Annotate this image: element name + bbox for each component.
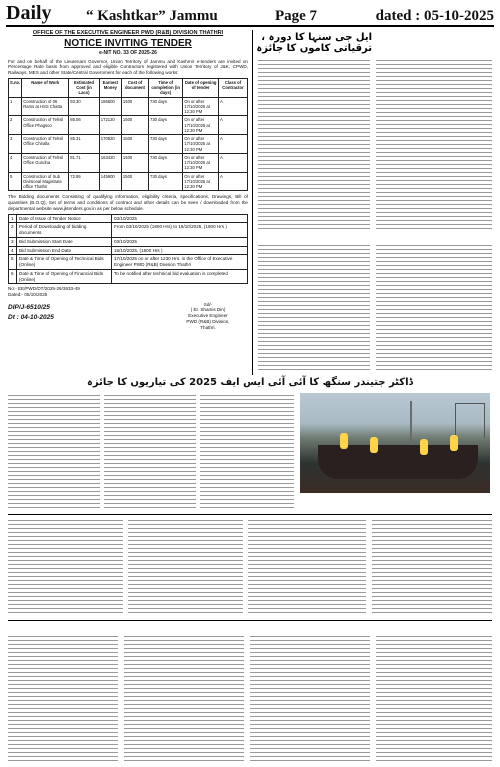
works-table-cell: 1500 — [121, 116, 148, 135]
signature-sd: Sd/- — [203, 301, 213, 307]
urdu-article-text — [8, 520, 123, 615]
works-column-header: Name of Work — [22, 78, 69, 97]
tender-nit-number: e-NIT NO. 33 OF 2025-26 — [99, 50, 157, 57]
tender-office: OFFICE OF THE EXECUTIVE ENGINEER PWD (R&B) DIVISION THATHRI — [32, 30, 224, 36]
urdu-article-text — [8, 636, 118, 761]
works-table-cell: 730 days — [148, 153, 182, 172]
signatory-name: ( Er. Shamis Din) — [190, 307, 226, 313]
works-column-header: S.no. — [9, 78, 22, 97]
urdu-article-text — [128, 520, 243, 615]
works-table-cell: On or after 17/10/2025 at 12:30 PM — [183, 172, 219, 191]
masthead-page-number: Page 7 — [274, 8, 318, 24]
masthead-daily: Daily — [6, 2, 52, 24]
schedule-cell: 1 — [9, 214, 17, 223]
tender-signature-block — [168, 302, 248, 331]
works-table-cell: On or after 17/10/2025 at 12:30 PM — [183, 153, 219, 172]
masthead-paper-name: “ Kashtkar” Jammu — [86, 8, 218, 24]
schedule-cell: From 03/10/2025 (1800 Hrs) to 16/10/2025, (1600 Hrs ) — [112, 223, 248, 237]
urdu-article-text — [372, 520, 492, 615]
works-table-cell: On or after 17/10/2025 at 12:30 PM — [183, 97, 219, 116]
section-divider — [8, 620, 492, 621]
works-table-cell: 1500 — [121, 172, 148, 191]
signatory-designation: Executive Engineer — [188, 313, 228, 319]
works-table-cell: Construction of Sub Divisional Magistrate office Thathri — [22, 172, 69, 191]
works-table-cell: 86.06 — [69, 116, 100, 135]
section-divider — [8, 514, 492, 515]
schedule-row — [9, 223, 248, 237]
schedule-cell: 03/10/2025 — [112, 237, 248, 246]
headline-banner: ڈاکٹر جتیندر سنگھ کا آئی آئی ایس ایف 2025 کی تیاریوں کا جائزہ — [87, 377, 413, 388]
schedule-cell: 4 — [9, 246, 17, 255]
works-column-header: Class of Contractor — [219, 78, 248, 97]
masthead — [6, 2, 494, 27]
signatory-place: Thathri. — [200, 324, 216, 330]
signatory-division: PWD (R&B) Division, — [186, 318, 230, 324]
works-table-cell: Construction of 06 Rams at HSS Chatta — [22, 97, 69, 116]
works-table-cell: 4 — [9, 153, 22, 172]
schedule-cell: Date of Issue of Tender Notice — [17, 214, 112, 223]
urdu-article-text — [258, 245, 370, 373]
tender-intro: For and on behalf of the Lieutenant Governor, Union Territory of Jammu and Kashmir e-tenders are invited on Percentage Rate basis from approved and eligible Contractors registered with Union Territory of J&K, CPWD, Railways, MES and other State/Central Government for each of the following works: — [8, 58, 248, 76]
urdu-article-text — [8, 395, 100, 510]
schedule-cell: 17/10/2025 on or after 1230 Hrs. in the Office of Executive Engineer PWD (R&B) Division Thathri — [112, 255, 248, 269]
schedule-table — [8, 214, 248, 285]
works-table-cell: 730 days — [148, 116, 182, 135]
works-table-row — [9, 97, 248, 116]
works-table-cell: On or after 17/10/2025 at 12:30 PM — [183, 135, 219, 154]
works-table — [8, 78, 248, 192]
works-table-cell: 730 days — [148, 97, 182, 116]
schedule-cell: 3 — [9, 237, 17, 246]
tender-ref-no: No:- EE/PWD/DT/2025-26/3633-49 — [8, 286, 80, 292]
works-table-cell: A — [219, 116, 248, 135]
works-table-cell: 186600 — [99, 97, 121, 116]
urdu-article-text — [124, 636, 244, 761]
works-table-cell: 93.30 — [69, 97, 100, 116]
schedule-cell: 03/10/2025 — [112, 214, 248, 223]
works-table-cell: 1500 — [121, 135, 148, 154]
schedule-cell: Bid Submission Start Date — [17, 237, 112, 246]
works-table-cell: 81.71 — [69, 153, 100, 172]
works-table-cell: Construction of Tehsil Office Phagsoo — [22, 116, 69, 135]
works-table-cell: 85.31 — [69, 135, 100, 154]
schedule-cell: Bid Submission End Date — [17, 246, 112, 255]
schedule-cell: 5 — [9, 255, 17, 269]
urdu-article-text — [376, 60, 492, 230]
schedule-cell: Period of Downloading of bidding documents — [17, 223, 112, 237]
works-table-cell: 3 — [9, 135, 22, 154]
works-table-row — [9, 172, 248, 191]
masthead-date: dated : 05-10-2025 — [375, 8, 494, 24]
works-table-cell: On or after 17/10/2025 at 12:30 PM — [183, 116, 219, 135]
works-table-cell: A — [219, 135, 248, 154]
works-table-cell: 145900 — [99, 172, 121, 191]
schedule-row — [9, 269, 248, 283]
urdu-article-text — [200, 395, 294, 510]
schedule-cell: Date & Time of Opening of Financial Bids (Online) — [17, 269, 112, 283]
works-table-cell: 730 days — [148, 172, 182, 191]
urdu-article-text — [104, 395, 196, 510]
works-column-header: Time of completion (in days) — [148, 78, 182, 97]
works-column-header: Cost of document — [121, 78, 148, 97]
works-table-cell: 730 days — [148, 135, 182, 154]
schedule-cell: 6 — [9, 269, 17, 283]
works-table-cell: 1500 — [121, 153, 148, 172]
works-table-cell: 1500 — [121, 97, 148, 116]
headline-column-2: ایل جی سنہا کا دورہ ، ترقیاتی کاموں کا جائزہ — [256, 32, 372, 54]
works-table-row — [9, 116, 248, 135]
schedule-cell: 2 — [9, 223, 17, 237]
dip-number: DIP/J-6510/25 — [8, 303, 50, 311]
works-table-cell: 170620 — [99, 135, 121, 154]
column-divider — [252, 30, 253, 375]
works-table-cell: 1 — [9, 97, 22, 116]
works-table-cell: Construction of Tehsil Office Gundna — [22, 153, 69, 172]
works-column-header: Earnest Money — [99, 78, 121, 97]
works-table-cell: 72.95 — [69, 172, 100, 191]
tender-docs-text: The Bidding documents Consisting of qualifying information, eligibility criteria, specifications, Drawings, Bill of quantities (B.O.Q), Set of terms and conditions of contract and other details can be seen / downloaded from the departmental website www.jktenders.gov.in as per below schedule. — [8, 194, 248, 211]
schedule-row — [9, 237, 248, 246]
urdu-article-text — [258, 60, 370, 230]
schedule-cell: Date & Time of Opening of Technical Bids (Online) — [17, 255, 112, 269]
schedule-row — [9, 246, 248, 255]
dip-date: Dt : 04-10-2025 — [8, 313, 54, 321]
works-column-header: Estimated Cost (in Lacs) — [69, 78, 100, 97]
urdu-article-text — [248, 520, 366, 615]
works-table-row — [9, 153, 248, 172]
works-column-header: Date of opening of tender — [183, 78, 219, 97]
tender-title: NOTICE INVITING TENDER — [64, 37, 192, 49]
works-table-cell: 2 — [9, 116, 22, 135]
urdu-article-text — [376, 636, 492, 761]
works-table-cell: A — [219, 172, 248, 191]
urdu-article-text — [250, 636, 370, 761]
news-photo-fishermen — [300, 393, 490, 493]
schedule-row — [9, 255, 248, 269]
schedule-cell: To be notified after technical bid evaluation is completed — [112, 269, 248, 283]
schedule-cell: 16/10/2025, (1600 Hrs ) — [112, 246, 248, 255]
works-table-cell: 5 — [9, 172, 22, 191]
works-table-cell: 163420 — [99, 153, 121, 172]
tender-notice — [8, 30, 248, 375]
tender-ref-dated: Dated:- 05/10/2025 — [8, 291, 48, 297]
urdu-article-text — [376, 245, 492, 373]
works-table-cell: A — [219, 97, 248, 116]
schedule-row — [9, 214, 248, 223]
works-table-cell: A — [219, 153, 248, 172]
works-table-cell: Construction of Tehsil Office Chiralla — [22, 135, 69, 154]
works-table-cell: 172120 — [99, 116, 121, 135]
works-table-row — [9, 135, 248, 154]
